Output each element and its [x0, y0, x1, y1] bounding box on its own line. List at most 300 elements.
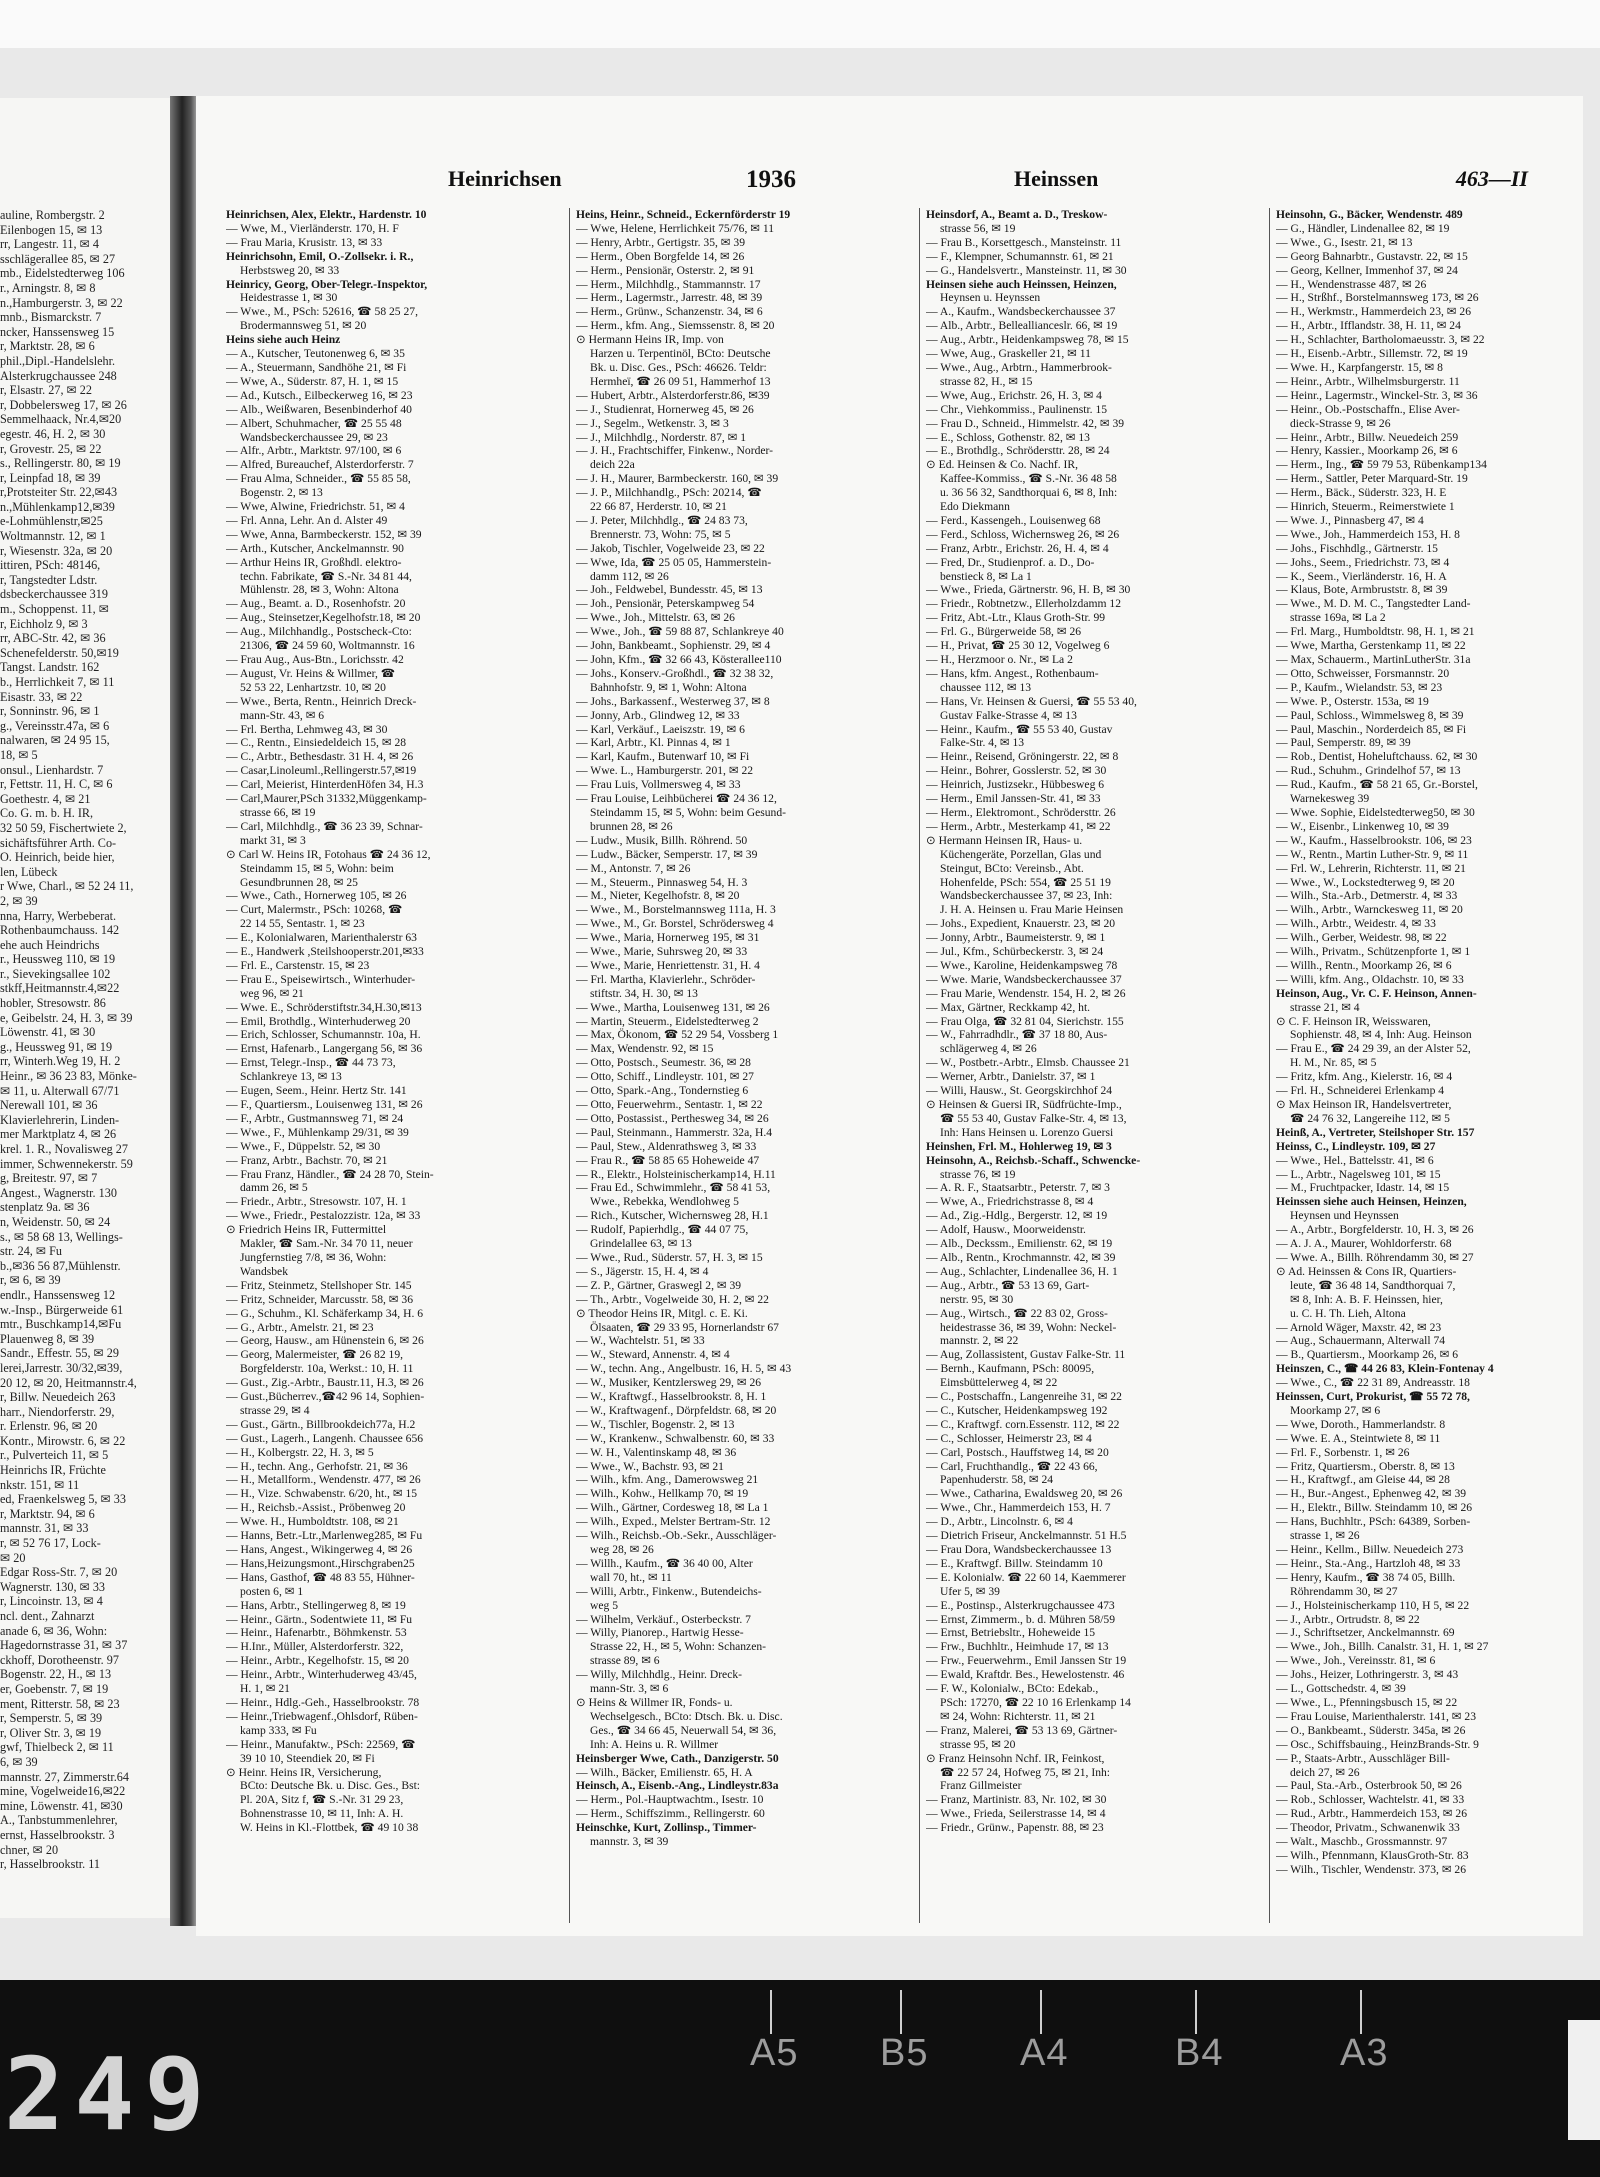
directory-entry: — Carl,Maurer,PSch 31332,Müggenkamp-: [226, 792, 427, 806]
directory-entry: — M., Fruchtpacker, Idastr. 14, ✉ 15: [1276, 1181, 1450, 1195]
fragment-line: Nerewall 101, ✉ 36: [0, 1098, 98, 1113]
directory-entry: — Wwe, Aug., Erichstr. 26, H. 3, ✉ 4: [926, 388, 1102, 402]
fragment-line: r. Erlenstr. 96, ✉ 20: [0, 1419, 98, 1434]
directory-entry: Heins siehe auch Heinz: [226, 333, 341, 347]
directory-entry: — Karl, Arbtr., Kl. Pinnas 4, ✉ 1: [576, 736, 731, 750]
directory-entry: — F., Klempner, Schumannstr. 61, ✉ 21: [926, 249, 1114, 263]
directory-entry: Heinsohn, A., Reichsb.-Schaff., Schwencke-: [926, 1153, 1141, 1167]
directory-entry: — Heinr., Arbtr., Wilhelmsburgerstr. 11: [1276, 374, 1460, 388]
fragment-line: Angest., Wagnerstr. 130: [0, 1185, 117, 1200]
fragment-line: phil.,Dipl.-Handelslehr.: [0, 353, 116, 368]
directory-entry: Grindelallee 63, ✉ 13: [590, 1237, 692, 1251]
year-heading: 1936: [746, 166, 796, 193]
directory-entry: Heinss, C., Lindleystr. 109, ✉ 27: [1276, 1139, 1436, 1153]
directory-entry: — C., Postschaffn., Langenreihe 31, ✉ 22: [926, 1390, 1122, 1404]
directory-entry: Wwe., Rebekka, Wendlohweg 5: [590, 1195, 739, 1209]
directory-entry: — John, Kfm., ☎ 32 66 43, Kösterallee110: [576, 653, 782, 666]
fragment-line: e-Lohmühlenstr,✉25: [0, 514, 103, 529]
fragment-line: nkstr. 151, ✉ 11: [0, 1477, 80, 1492]
directory-page: [196, 96, 1583, 1936]
directory-entry: — Henry, Kaufm., ☎ 38 74 05, Billh.: [1276, 1570, 1456, 1584]
directory-entry: — Heinr., Manufaktw., PSch: 22569, ☎: [226, 1737, 416, 1751]
directory-entry: — Wilh., Privatm., Schützenpforte 1, ✉ 1: [1276, 945, 1471, 959]
directory-entry: — Herm., Elektromont., Schrödersttr. 26: [926, 805, 1116, 819]
directory-entry: — G., Händler, Lindenallee 82, ✉ 19: [1276, 221, 1450, 235]
directory-entry: Heinshen, Frl. M., Hohlerweg 19, ✉ 3: [926, 1139, 1112, 1153]
directory-entry: — C., Kraftwgf. corn.Essenstr. 112, ✉ 22: [926, 1417, 1120, 1431]
directory-entry: — Max, Gärtner, Reckkamp 42, ht.: [926, 1000, 1091, 1014]
directory-entry: ⊙ Hermann Heins IR, Imp. von: [576, 333, 724, 347]
directory-entry: — Wwe. H., Karpfangerstr. 15, ✉ 8: [1276, 360, 1443, 374]
directory-entry: — Georg, Kellner, Immenhof 37, ✉ 24: [1276, 263, 1458, 277]
directory-entry: mann-Str. 43, ✉ 6: [240, 708, 325, 722]
directory-entry: — Heinr., Sta.-Ang., Hartzloh 48, ✉ 33: [1276, 1556, 1461, 1570]
directory-entry: — Wwe, Aug., Graskeller 21, ✉ 11: [926, 347, 1091, 361]
directory-entry: — Franz, Arbtr., Erichstr. 26, H. 4, ✉ 4: [926, 541, 1109, 555]
directory-entry: Edo Diekmann: [940, 500, 1010, 514]
directory-entry: — Ernst, Telegr.-Insp., ☎ 44 73 73,: [226, 1056, 396, 1070]
fragment-line: Edgar Ross-Str. 7, ✉ 20: [0, 1565, 118, 1580]
directory-entry: — H., Metallform., Wendenstr. 477, ✉ 26: [226, 1473, 421, 1487]
directory-entry: — Frau R., ☎ 58 85 65 Hoheweide 47: [576, 1153, 760, 1167]
directory-entry: — M., Antonstr. 7, ✉ 26: [576, 861, 691, 875]
directory-entry: Bk. u. Disc. Ges., PSch: 46626. Teldr:: [590, 360, 767, 374]
directory-entry: Wechselgesch., BCto: Dtsch. Bk. u. Disc.: [590, 1709, 783, 1723]
directory-entry: Ölsaaten, ☎ 29 33 95, Hornerlandstr 67: [590, 1320, 779, 1334]
directory-entry: — Frl. W., Lehrerin, Richterstr. 11, ✉ 21: [1276, 861, 1466, 875]
directory-entry: — Wilh., Bäcker, Emilienstr. 65, H. A: [576, 1765, 753, 1779]
directory-entry: — Joh., Pensionär, Peterskampweg 54: [576, 597, 755, 611]
directory-entry: Falke-Str. 4, ✉ 13: [940, 736, 1025, 750]
directory-entry: — Willi, Hausw., St. Georgskirchhof 24: [926, 1084, 1113, 1098]
directory-entry: — Wilh., Reichsb.-Ob.-Sekr., Ausschläger-: [576, 1529, 777, 1543]
directory-entry: — Wilh., Kohw., Hellkamp 70, ✉ 19: [576, 1487, 749, 1501]
directory-entry: — Wwe. E. A., Steintwiete 8, ✉ 11: [1276, 1431, 1441, 1445]
directory-entry: — Bernh., Kaufmann, PSch: 80095,: [926, 1362, 1095, 1376]
directory-entry: — Herm., Lagermstr., Jarrestr. 48, ✉ 39: [576, 291, 763, 305]
directory-entry: — Wwe, A., Friedrichstrasse 8, ✉ 4: [926, 1195, 1094, 1209]
directory-entry: — D., Arbtr., Lincolnstr. 6, ✉ 4: [926, 1515, 1073, 1529]
directory-entry: ⊙ Franz Heinsohn Nchf. IR, Feinkost,: [926, 1751, 1105, 1765]
directory-entry: — Rich., Kutscher, Wichernsweg 28, H.1: [576, 1209, 769, 1223]
directory-entry: — W. H., Valentinskamp 48, ✉ 36: [576, 1445, 737, 1459]
directory-entry: — Wwe., F., Düppelstr. 52, ✉ 30: [226, 1139, 381, 1153]
directory-entry: 22 66 87, Herderstr. 10, ✉ 21: [590, 500, 727, 514]
directory-entry: — C., Rentn., Einsiedeldeich 15, ✉ 28: [226, 736, 407, 750]
directory-entry: — Ernst, Betriebsltr., Hoheweide 15: [926, 1626, 1096, 1640]
directory-entry: — Franz, Malerei, ☎ 53 13 69, Gärtner-: [926, 1723, 1118, 1737]
fragment-line: r, Leinpfad 18, ✉ 39: [0, 470, 101, 485]
fragment-line: r, Dobbelersweg 17, ✉ 26: [0, 397, 127, 412]
directory-entry: 39 10 10, Steendiek 20, ✉ Fi: [240, 1751, 375, 1765]
directory-entry: techn. Fabrikate, ☎ S.-Nr. 34 81 44,: [240, 569, 412, 583]
size-marker-label: A4: [1020, 2032, 1069, 2074]
directory-entry: — Wwe. L., Hamburgerstr. 201, ✉ 22: [576, 764, 754, 778]
directory-entry: — A. R. F., Staatsarbtr., Peterstr. 7, ✉ 3: [926, 1181, 1110, 1195]
directory-entry: — J., Arbtr., Ortrudstr. 8, ✉ 22: [1276, 1612, 1420, 1626]
page-number: 463—II: [1455, 166, 1528, 191]
fragment-line: dsbeckerchaussee 319: [0, 587, 108, 602]
fragment-line: Rothenbaumchauss. 142: [0, 923, 120, 938]
fragment-line: r, ✉ 6, ✉ 39: [0, 1273, 61, 1288]
directory-entry: — Ad., Kutsch., Eilbeckerweg 16, ✉ 23: [226, 388, 413, 402]
directory-entry: — W., Fahrradhdlr., ☎ 37 18 80, Aus-: [926, 1028, 1108, 1042]
directory-entry: — Wwe., Chr., Hammerdeich 153, H. 7: [926, 1501, 1111, 1515]
directory-entry: — Rud., Arbtr., Hammerdeich 153, ✉ 26: [1276, 1807, 1468, 1821]
directory-entry: — Paul, Schloss., Wimmelsweg 8, ✉ 39: [1276, 708, 1464, 722]
directory-entry: — Ewald, Kraftdr. Bes., Hewelostenstr. 46: [926, 1668, 1125, 1682]
directory-entry: — Carl, Fruchthandlg., ☎ 22 43 66,: [926, 1459, 1098, 1473]
fragment-line: s., Rellingerstr. 80, ✉ 19: [0, 456, 121, 471]
directory-entry: — Ad., Zig.-Hdlg., Bergerstr. 12, ✉ 19: [926, 1209, 1108, 1223]
directory-entry: — Chr., Viehkommiss., Paulinenstr. 15: [926, 402, 1108, 416]
directory-entry: — Heinr., Reisend, Gröningerstr. 22, ✉ 8: [926, 750, 1119, 764]
directory-entry: — Herm., Pol.-Hauptwachtm., Isestr. 10: [576, 1793, 764, 1807]
directory-entry: — Wwe., Joh., ☎ 59 88 87, Schlankreye 40: [576, 625, 784, 639]
directory-entry: damm 26, ✉ 5: [240, 1181, 308, 1195]
directory-entry: — C., Arbtr., Bethesdastr. 31 H. 4, ✉ 26: [226, 750, 414, 764]
directory-entry: leute, ☎ 36 48 14, Sandthorquai 7,: [1290, 1278, 1456, 1292]
directory-entry: Steingut, BCto: Vereinsb., Abt.: [940, 861, 1084, 875]
directory-entry: — Carl, Postsch., Hauffstweg 14, ✉ 20: [926, 1445, 1109, 1459]
directory-entry: — Wwe., Hel., Battelsstr. 41, ✉ 6: [1276, 1153, 1434, 1167]
directory-entry: — Otto, Postassist., Perthesweg 34, ✉ 26: [576, 1111, 769, 1125]
directory-entry: — Otto, Spark.-Ang., Tondernstieg 6: [576, 1084, 749, 1098]
fragment-line: m., Schoppenst. 11, ✉: [0, 602, 109, 617]
directory-entry: Küchengeräte, Porzellan, Glas und: [940, 847, 1102, 861]
directory-entry: Jungfernstieg 7/8, ✉ 36, Wohn:: [240, 1250, 387, 1264]
directory-entry: — J., Studienrat, Hornerweg 45, ✉ 26: [576, 402, 754, 416]
directory-entry: — Fritz, Quartiersm., Oberstr. 8, ✉ 13: [1276, 1459, 1455, 1473]
running-head: [196, 166, 1583, 194]
directory-entry: — Wwe. P., Osterstr. 153a, ✉ 19: [1276, 694, 1429, 708]
directory-entry: Strasse 22, H., ✉ 5, Wohn: Schanzen-: [590, 1640, 767, 1654]
directory-entry: — Henry, Kassier., Moorkamp 26, ✉ 6: [1276, 444, 1458, 458]
directory-entry: — Wwe., Frieda, Seilerstrasse 14, ✉ 4: [926, 1807, 1106, 1821]
directory-entry: — Wilh., Arbtr., Weidestr. 4, ✉ 33: [1276, 917, 1436, 931]
fragment-line: r, Tangstedter Ldstr.: [0, 572, 98, 587]
directory-entry: — Wwe., W., Bachstr. 93, ✉ 21: [576, 1459, 724, 1473]
fragment-line: 6, ✉ 39: [0, 1754, 38, 1769]
fragment-line: g, Breitestr. 97, ✉ 7: [0, 1171, 98, 1186]
directory-entry: ⊙ Heinr. Heins IR, Versicherung,: [226, 1765, 382, 1779]
directory-entry: — Eugen, Seem., Heinr. Hertz Str. 141: [226, 1084, 407, 1098]
directory-entry: — Ernst, Zimmerm., b. d. Mühren 58/59: [926, 1612, 1116, 1626]
directory-entry: — Heinr., Bohrer, Gosslerstr. 52, ✉ 30: [926, 764, 1107, 778]
directory-entry: — Otto, Postsch., Seumestr. 36, ✉ 28: [576, 1056, 751, 1070]
directory-entry: strasse 169a, ✉ La 2: [1290, 611, 1386, 625]
directory-entry: Warnekesweg 39: [1290, 792, 1370, 806]
directory-entry: — Wwe., Catharina, Ewaldsweg 20, ✉ 26: [926, 1487, 1123, 1501]
directory-entry: mannstr. 2, ✉ 22: [940, 1334, 1019, 1348]
directory-entry: — Wwe., Joh., Hammerdeich 153, H. 8: [1276, 527, 1460, 541]
fragment-line: r, Billw. Neuedeich 263: [0, 1390, 116, 1405]
fragment-line: O. Heinrich, beide hier,: [0, 850, 115, 865]
directory-entry: — Curt, Malermstr., PSch: 10268, ☎: [226, 903, 403, 917]
directory-entry: — Willh., Kaufm., ☎ 36 40 00, Alter: [576, 1556, 753, 1570]
directory-entry: H. M., Nr. 85, ✉ 5: [1290, 1056, 1377, 1070]
directory-entry: — J. Peter, Milchhdlg., ☎ 24 83 73,: [576, 513, 748, 527]
directory-entry: Inh: A. Heins u. R. Willmer: [590, 1737, 719, 1751]
directory-entry: — Heinr., Lagermstr., Winckel-Str. 3, ✉ 36: [1276, 388, 1478, 402]
directory-entry: — Alb., Deckssm., Emilienstr. 62, ✉ 19: [926, 1237, 1113, 1251]
fragment-line: ncker, Hanssensweg 15: [0, 324, 115, 339]
directory-entry: — Frau Louise, Leihbücherei ☎ 24 36 12,: [576, 792, 777, 806]
directory-entry: — Aug., Schlachter, Lindenallee 36, H. 1: [926, 1264, 1118, 1278]
directory-entry: — Heinrich, Justizsekr., Hübbesweg 6: [926, 778, 1105, 792]
directory-entry: — J., Milchhdlg., Norderstr. 87, ✉ 1: [576, 430, 747, 444]
directory-entry: — Friedr., Grünw., Papenstr. 88, ✉ 23: [926, 1821, 1104, 1835]
directory-entry: — C., Kutscher, Heidenkampsweg 192: [926, 1403, 1108, 1417]
directory-entry: — Walt., Maschb., Grossmannstr. 97: [1276, 1835, 1448, 1849]
directory-entry: — E., Kraftwgf. Billw. Steindamm 10: [926, 1556, 1103, 1570]
directory-entry: — B., Quartiersm., Moorkamp 26, ✉ 6: [1276, 1348, 1458, 1362]
directory-entry: — E., Schloss, Gothenstr. 82, ✉ 13: [926, 430, 1090, 444]
directory-entry: — Heinr., Kaufm., ☎ 55 53 40, Gustav: [926, 722, 1113, 736]
directory-entry: — J. P., Milchhandlg., PSch: 20214, ☎: [576, 486, 762, 500]
directory-entry: PSch: 17270, ☎ 22 10 16 Erlenkamp 14: [940, 1695, 1131, 1709]
directory-entry: Hermheï, ☎ 26 09 51, Hammerhof 13: [590, 374, 771, 388]
directory-entry: — F., Arbtr., Gustmannsweg 71, ✉ 24: [226, 1111, 404, 1125]
directory-entry: — Friedr., Arbtr., Stresowstr. 107, H. 1: [226, 1195, 407, 1209]
directory-entry: — A. J. A., Maurer, Wohldorferstr. 68: [1276, 1237, 1452, 1251]
fragment-line: len, Lübeck: [0, 864, 58, 879]
directory-entry: — F., Quartiersm., Louisenweg 131, ✉ 26: [226, 1098, 423, 1111]
directory-entry: Papenhuderstr. 58, ✉ 24: [940, 1473, 1054, 1487]
directory-entry: — Wilh., Tischler, Wendenstr. 373, ✉ 26: [1276, 1862, 1467, 1876]
entries-column-1: [226, 208, 566, 1928]
directory-entry: — W., Rentn., Martin Luther-Str. 9, ✉ 11: [1276, 847, 1469, 861]
directory-entry: J. H. A. Heinsen u. Frau Marie Heinsen: [940, 903, 1124, 917]
directory-entry: — Klaus, Bote, Armbruststr. 8, ✉ 39: [1276, 583, 1448, 597]
fragment-line: rr, Winterh.Weg 19, H. 2: [0, 1054, 121, 1069]
directory-entry: Heinrichsohn, Emil, O.-Zollsekr. i. R.,: [226, 249, 414, 263]
directory-entry: — G., Arbtr., Amelstr. 21, ✉ 23: [226, 1320, 374, 1334]
directory-entry: — Wwe., M., PSch: 52616, ☎ 58 25 27,: [226, 305, 418, 319]
directory-entry: Eimsbüttelerweg 4, ✉ 22: [940, 1376, 1058, 1390]
previous-page-fragment: [0, 98, 176, 1918]
entries-column-3: [926, 208, 1266, 1928]
directory-entry: — Rob., Schlosser, Wachtelstr. 41, ✉ 33: [1276, 1793, 1465, 1807]
directory-entry: — J., Schriftsetzer, Anckelmannstr. 69: [1276, 1626, 1455, 1640]
directory-entry: Inh: Hans Heinsen u. Lorenzo Guersi: [940, 1125, 1114, 1139]
directory-entry: Brennerstr. 73, Wohn: 75, ✉ 5: [590, 527, 731, 541]
fragment-line: r,Protsteiter Str. 22,✉43: [0, 485, 118, 500]
directory-entry: — Willi, Arbtr., Finkenw., Butendeichs-: [576, 1584, 762, 1598]
directory-entry: — Max, Schauerm., MartinLutherStr. 31a: [1276, 653, 1471, 666]
directory-entry: — Wwe., L., Pfenningsbusch 15, ✉ 22: [1276, 1695, 1458, 1709]
directory-entry: — Johs., Fischhdlg., Gärtnerstr. 15: [1276, 541, 1438, 555]
directory-entry: ☎ 22 57 24, Hofweg 75, ✉ 21, Inh:: [940, 1765, 1111, 1779]
directory-entry: — Wwe. E., Schröderstiftstr.34,H.30,✉13: [226, 1000, 422, 1014]
directory-entry: — Albert, Schuhmacher, ☎ 25 55 48: [226, 416, 402, 430]
directory-entry: — Osc., Schiffsbauing., HeinzBrands-Str. 9: [1276, 1737, 1479, 1751]
directory-entry: — Frau E., Speisewirtsch., Winterhuder-: [226, 972, 416, 986]
directory-entry: — W., Eisenbr., Linkenweg 10, ✉ 39: [1276, 819, 1449, 833]
directory-entry: — Wwe. H., Humboldtstr. 108, ✉ 21: [226, 1515, 399, 1529]
fragment-line: Goethestr. 4, ✉ 21: [0, 791, 91, 806]
directory-entry: — Wwe., Karoline, Heidenkampsweg 78: [926, 958, 1118, 972]
directory-entry: — H., Herzmoor o. Nr., ✉ La 2: [926, 653, 1073, 666]
directory-entry: ⊙ Theodor Heins IR, Mitgl. c. E. Ki.: [576, 1306, 748, 1320]
directory-entry: — Wwe, Anna, Barmbeckerstr. 152, ✉ 39: [226, 527, 422, 541]
directory-entry: — H., Arbtr., Ifflandstr. 38, H. 11, ✉ 24: [1276, 319, 1461, 333]
directory-entry: Bogenstr. 2, ✉ 13: [240, 486, 323, 500]
directory-entry: benstieck 8, ✉ La 1: [940, 569, 1032, 583]
directory-entry: — W., Postbetr.-Arbtr., Elmsb. Chaussee 21: [926, 1056, 1130, 1070]
directory-entry: — H., Elektr., Billw. Steindamm 10, ✉ 26: [1276, 1501, 1473, 1515]
fragment-line: gwf, Thielbeck 2, ✉ 11: [0, 1740, 114, 1755]
directory-entry: 52 53 22, Lenhartzstr. 10, ✉ 20: [240, 680, 386, 694]
directory-entry: — Jonny, Arbtr., Baumeisterstr. 9, ✉ 1: [926, 931, 1106, 945]
directory-entry: — Wwe., W., Lockstedterweg 9, ✉ 20: [1276, 875, 1455, 889]
fragment-line: ncl. dent., Zahnarzt: [0, 1609, 95, 1623]
directory-entry: strasse 66, ✉ 19: [240, 805, 316, 819]
directory-entry: — Herm., Ing., ☎ 59 79 53, Rübenkamp134: [1276, 458, 1487, 472]
directory-entry: — Aug., Schauermann, Alterwall 74: [1276, 1334, 1446, 1348]
fragment-line: endlr., Hanssensweg 12: [0, 1287, 116, 1302]
directory-entry: mann-Str. 3, ✉ 6: [590, 1682, 669, 1696]
fragment-line: r, Eichholz 9, ✉ 3: [0, 616, 88, 631]
fragment-line: r, Semperstr. 5, ✉ 39: [0, 1711, 103, 1726]
directory-entry: Bahnhofstr. 9, ✉ 1, Wohn: Altona: [590, 680, 747, 694]
directory-entry: — Gust., Lagerh., Langenh. Chaussee 656: [226, 1431, 424, 1445]
fragment-line: Alsterkrugchaussee 248: [0, 368, 117, 383]
directory-entry: — Max, Wendenstr. 92, ✉ 15: [576, 1042, 714, 1056]
directory-entry: Heinricy, Georg, Ober-Telegr.-Inspektor,: [226, 277, 428, 291]
directory-entry: — Paul, Semperstr. 89, ✉ 39: [1276, 736, 1411, 750]
size-marker-label: A3: [1340, 2032, 1389, 2074]
directory-entry: — Heinr., Hafenarbtr., Böhmkenstr. 53: [226, 1626, 407, 1640]
directory-entry: Heins, Heinr., Schneid., Eckernförderstr 19: [576, 208, 791, 221]
directory-entry: — Wilh., Gerber, Weidestr. 98, ✉ 22: [1276, 931, 1447, 945]
directory-entry: Herbstsweg 20, ✉ 33: [240, 263, 340, 277]
directory-entry: — H., Eisenb.-Arbtr., Sillemstr. 72, ✉ 19: [1276, 347, 1468, 361]
directory-entry: Heinsberger Wwe, Cath., Danzigerstr. 50: [576, 1751, 779, 1765]
fragment-line: Heinr., ✉ 36 23 83, Mönke-: [0, 1069, 137, 1084]
directory-entry: brunnen 28, ✉ 26: [590, 819, 673, 833]
directory-entry: Gustav Falke-Strasse 4, ✉ 13: [940, 708, 1077, 722]
directory-entry: strasse 95, ✉ 20: [940, 1737, 1016, 1751]
directory-entry: — Casar,Linoleuml.,Rellingerstr.57,✉19: [226, 764, 417, 778]
fragment-line: ernst, Hasselbrookstr. 3: [0, 1827, 115, 1842]
directory-entry: — Johs., Seem., Friedrichstr. 73, ✉ 4: [1276, 555, 1450, 569]
directory-entry: Röhrendamm 30, ✉ 27: [1290, 1584, 1398, 1598]
size-marker-label: B5: [880, 2032, 929, 2074]
fragment-line: krel. 1. R., Novalisweg 27: [0, 1142, 128, 1156]
directory-entry: — H.Inr., Müller, Alsterdorferstr. 322,: [226, 1640, 404, 1654]
directory-entry: u. C. H. Th. Lieh, Altona: [1290, 1306, 1406, 1320]
directory-entry: — H., Werkmstr., Hammerdeich 23, ✉ 26: [1276, 305, 1471, 319]
directory-entry: — Aug., Arbtr., ☎ 53 13 69, Gart-: [926, 1278, 1090, 1292]
directory-entry: H. 1, ✉ 21: [240, 1682, 290, 1696]
directory-entry: — Wwe. Marie, Wandsbeckerchaussee 37: [926, 972, 1122, 986]
directory-entry: nerstr. 95, ✉ 30: [940, 1292, 1014, 1306]
directory-entry: Moorkamp 27, ✉ 6: [1290, 1403, 1381, 1417]
directory-entry: — Aug., Milchhandlg., Postscheck-Cto:: [226, 625, 412, 639]
directory-entry: Ges., ☎ 34 66 45, Neuerwall 54, ✉ 36,: [590, 1723, 777, 1737]
directory-entry: — Wilh., Arbtr., Warnckesweg 11, ✉ 20: [1276, 903, 1463, 917]
directory-entry: — Herm., Schiffszimm., Rellingerstr. 60: [576, 1807, 765, 1821]
directory-entry: weg 28, ✉ 26: [590, 1543, 654, 1556]
directory-entry: — Max, Ökonom, ☎ 52 29 54, Vossberg 1: [576, 1028, 779, 1042]
directory-entry: — Heinr., Kellm., Billw. Neuedeich 273: [1276, 1543, 1464, 1556]
directory-entry: — Herm., Oben Borgfelde 14, ✉ 26: [576, 249, 745, 263]
directory-entry: — Carl, Milchhdlg., ☎ 36 23 39, Schnar-: [226, 819, 423, 833]
directory-entry: — Heinr., Arbtr., Winterhuderweg 43/45,: [226, 1668, 417, 1682]
directory-entry: — S., Jägerstr. 15, H. 4, ✉ 4: [576, 1264, 709, 1278]
directory-entry: — E., Brothdlg., Schrödersttr. 28, ✉ 24: [926, 444, 1110, 458]
directory-entry: strasse 29, ✉ 4: [240, 1403, 310, 1417]
directory-entry: — Franz, Martinistr. 83, Nr. 102, ✉ 30: [926, 1793, 1107, 1807]
fragment-line: r, Marktstr. 28, ✉ 6: [0, 339, 95, 354]
directory-entry: Hohenfelde, PSch: 554, ☎ 25 51 19: [940, 875, 1111, 889]
directory-entry: — Ludw., Bäcker, Semperstr. 17, ✉ 39: [576, 847, 758, 861]
directory-entry: Harzen u. Terpentinöl, BCto: Deutsche: [590, 347, 771, 361]
directory-entry: — Hubert, Arbtr., Alsterdorferstr.86, ✉39: [576, 388, 770, 402]
fragment-line: 32 50 59, Fischertwiete 2,: [0, 820, 127, 835]
fragment-line: n.,Mühlenkamp12,✉39: [0, 499, 115, 514]
directory-entry: — K., Seem., Vierländerstr. 16, H. A: [1276, 569, 1447, 583]
directory-entry: — O., Bankbeamt., Süderstr. 345a, ✉ 26: [1276, 1723, 1466, 1737]
directory-entry: ⊙ Heinsen & Guersi IR, Südfrüchte-Imp.,: [926, 1098, 1122, 1111]
fragment-line: Wagnerstr. 130, ✉ 33: [0, 1579, 106, 1594]
directory-entry: — Hans, Buchhltr., PSch: 64389, Sorben-: [1276, 1515, 1471, 1529]
directory-entry: — P., Staats-Arbtr., Ausschläger Bill-: [1276, 1751, 1450, 1765]
directory-entry: — W., Steward, Annenstr. 4, ✉ 4: [576, 1348, 730, 1362]
directory-entry: — Wwe., Martha, Louisenweg 131, ✉ 26: [576, 1000, 770, 1014]
directory-entry: — Hanns, Betr.-Ltr.,Marlenweg285, ✉ Fu: [226, 1529, 423, 1543]
fragment-line: A., Tanbstummenlehrer,: [0, 1813, 118, 1828]
entries-column-4: [1276, 208, 1583, 1928]
directory-entry: — Hans,Heizungsmont.,Hirschgraben25: [226, 1556, 415, 1570]
fragment-line: mb., Eidelstedterweg 106: [0, 266, 125, 281]
fragment-line: r., Arningstr. 8, ✉ 8: [0, 280, 96, 295]
directory-entry: — Arthur Heins IR, Großhdl. elektro-: [226, 555, 402, 569]
directory-entry: — Otto, Schweisser, Forsmannstr. 20: [1276, 666, 1450, 680]
directory-entry: — C., Schlosser, Heimerstr 23, ✉ 4: [926, 1431, 1092, 1445]
directory-entry: — Johs., Expedient, Knauerstr. 23, ✉ 20: [926, 917, 1116, 931]
directory-entry: ⊙ Ed. Heinsen & Co. Nachf. IR,: [926, 458, 1079, 472]
fragment-line: sichäftsführer Arth. Co-: [0, 835, 117, 850]
directory-entry: strasse 82, H., ✉ 15: [940, 374, 1033, 388]
fragment-line: harr., Niendorferstr. 29,: [0, 1404, 115, 1419]
directory-entry: — Werner, Arbtr., Danielstr. 37, ✉ 1: [926, 1070, 1096, 1084]
fragment-line: r, Grovestr. 25, ✉ 22: [0, 441, 102, 456]
directory-entry: — Aug, Zollassistent, Gustav Falke-Str. 11: [926, 1348, 1126, 1362]
directory-entry: — R., Elektr., Holsteinischerkamp14, H.11: [576, 1167, 776, 1181]
directory-entry: — Arnold Wäger, Maxstr. 42, ✉ 23: [1276, 1320, 1442, 1334]
directory-entry: — Wilhelm, Verkäuf., Osterbeckstr. 7: [576, 1612, 751, 1626]
fragment-line: hobler, Stresowstr. 86: [0, 996, 106, 1011]
fragment-line: b.,✉36 56 87,Mühlenstr.: [0, 1258, 121, 1273]
directory-entry: — Johs., Konserv.-Großhdl., ☎ 32 38 32,: [576, 666, 774, 680]
directory-entry: — Alb., Arbtr., Belleallianceslr. 66, ✉ 19: [926, 319, 1118, 333]
directory-entry: — W., Tischler, Bogenstr. 2, ✉ 13: [576, 1417, 735, 1431]
directory-entry: — Frau B., Korsettgesch., Mansteinstr. 11: [926, 235, 1122, 249]
directory-entry: — Frl. Martha, Klavierlehr., Schröder-: [576, 972, 756, 986]
fragment-line: ittiren, PSch: 48146,: [0, 558, 101, 573]
fragment-line: r, Hasselbrookstr. 11: [0, 1857, 100, 1872]
fragment-line: Eilenbogen 15, ✉ 13: [0, 222, 103, 237]
directory-entry: — H., Bur.-Angest., Ephenweg 42, ✉ 39: [1276, 1487, 1467, 1501]
directory-entry: schlägerweg 4, ✉ 26: [940, 1042, 1037, 1056]
directory-entry: — Wwe., Maria, Hornerweg 195, ✉ 31: [576, 931, 760, 945]
directory-entry: — Wwe. J., Pinnasberg 47, ✉ 4: [1276, 513, 1424, 527]
fragment-line: Schenefelderstr. 50,✉19: [0, 645, 119, 660]
directory-entry: — Emil, Brothdlg., Winterhuderweg 20: [226, 1014, 411, 1028]
directory-entry: ⊙ Carl W. Heins IR, Fotohaus ☎ 24 36 12,: [226, 847, 431, 861]
